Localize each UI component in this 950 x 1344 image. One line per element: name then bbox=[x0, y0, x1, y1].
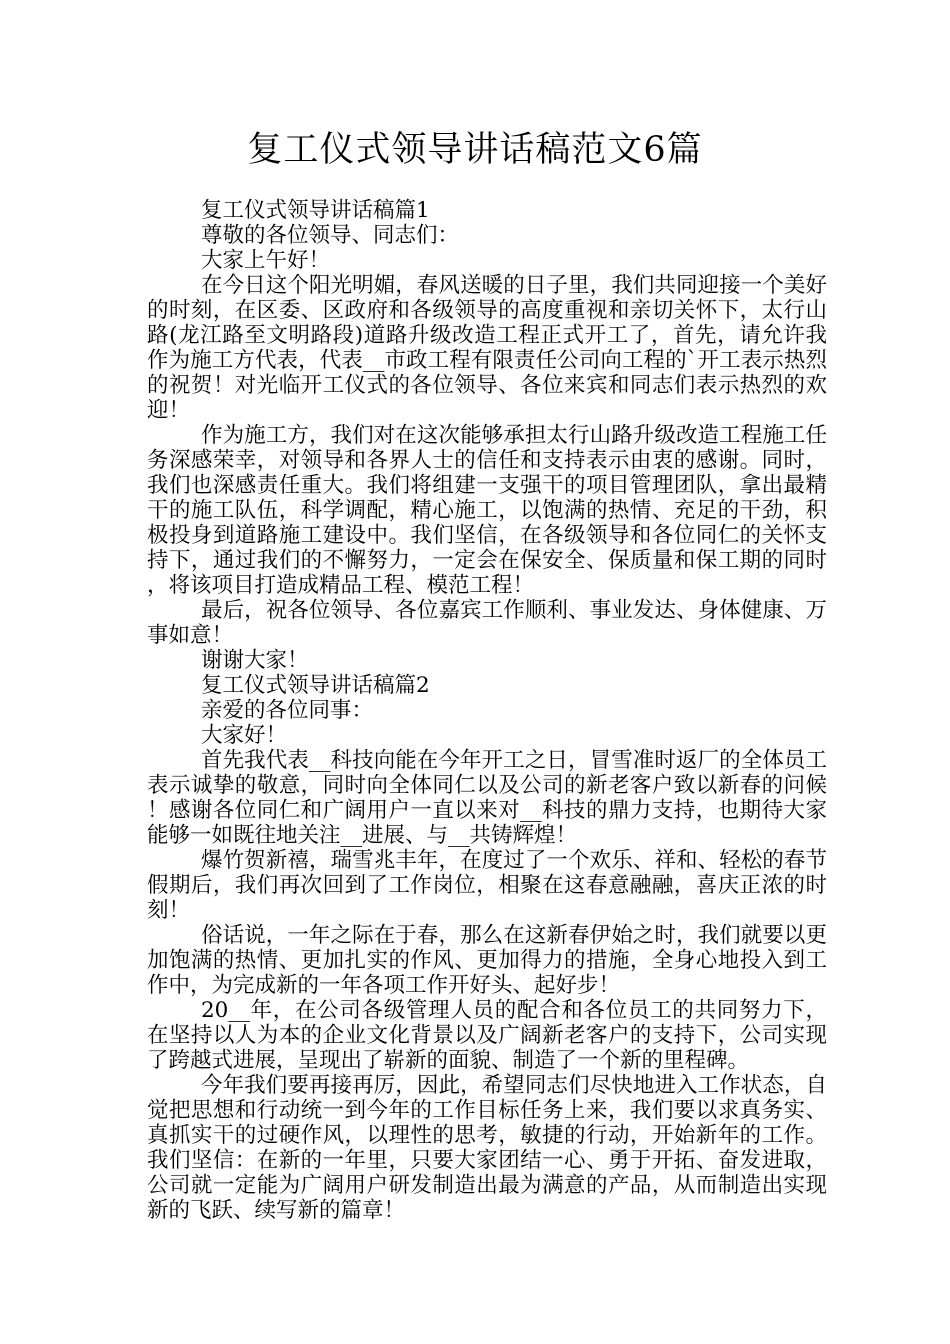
section-heading-2: 复工仪式领导讲话稿篇2 bbox=[201, 673, 430, 698]
document-body bbox=[147, 198, 827, 1223]
body-paragraph: 在今日这个阳光明媚，春风送暖的日子里，我们共同迎接一个美好的时刻，在区委、区政府和各级领导的高度重视和亲切关怀下，太行山路(龙江路至文明路段)道路升级改造工程正式开工了，首先，请允许我作为施工方代表，代表__市政工程有限责任公司向工程的`开工表示热烈的祝贺！对光临开工仪式的各位领导、各位来宾和同志们表示热烈的欢迎！ bbox=[147, 273, 827, 423]
body-paragraph: 作为施工方，我们对在这次能够承担太行山路升级改造工程施工任务深感荣幸，对领导和各界人士的信任和支持表示由衷的感谢。同时，我们也深感责任重大。我们将组建一支强干的项目管理团队，拿出最精干的施工队伍，科学调配，精心施工，以饱满的热情、充足的干劲，积极投身到道路施工建设中。我们坚信，在各级领导和各位同仁的关怀支持下，通过我们的不懈努力，一定会在保安全、保质量和保工期的同时，将该项目打造成精品工程、模范工程！ bbox=[147, 423, 827, 598]
section-heading-1: 复工仪式领导讲话稿篇1 bbox=[201, 198, 430, 223]
greeting: 大家上午好！ bbox=[201, 248, 331, 273]
body-paragraph: 最后，祝各位领导、各位嘉宾工作顺利、事业发达、身体健康、万事如意！ bbox=[147, 598, 827, 648]
body-paragraph: 俗话说，一年之际在于春，那么在这新春伊始之时，我们就要以更加饱满的热情、更加扎实的作风、更加得力的措施，全身心地投入到工作中，为完成新的一年各项工作开好头、起好步！ bbox=[147, 923, 827, 998]
salutation: 尊敬的各位领导、同志们： bbox=[201, 223, 460, 248]
closing-line: 谢谢大家！ bbox=[201, 648, 309, 673]
salutation: 亲爱的各位同事： bbox=[201, 698, 374, 723]
body-paragraph: 首先我代表__科技向能在今年开工之日，冒雪准时返厂的全体员工表示诚挚的敬意，同时向全体同仁以及公司的新老客户致以新春的问候！感谢各位同仁和广阔用户一直以来对__科技的鼎力支持，也期待大家能够一如既往地关注__进展、与__共铸辉煌！ bbox=[147, 748, 827, 848]
document-title: 复工仪式领导讲话稿范文6篇 bbox=[247, 130, 703, 170]
greeting: 大家好！ bbox=[201, 723, 288, 748]
body-paragraph: 今年我们要再接再厉，因此，希望同志们尽快地进入工作状态，自觉把思想和行动统一到今年的工作目标任务上来，我们要以求真务实、真抓实干的过硬作风，以理性的思考，敏捷的行动，开始新年的工作。我们坚信：在新的一年里，只要大家团结一心、勇于开拓、奋发进取，公司就一定能为广阔用户研发制造出最为满意的产品，从而制造出实现新的飞跃、续写新的篇章！ bbox=[147, 1073, 827, 1223]
body-paragraph: 20__年，在公司各级管理人员的配合和各位员工的共同努力下，在坚持以人为本的企业文化背景以及广阔新老客户的支持下，公司实现了跨越式进展，呈现出了崭新的面貌、制造了一个新的里程碑。 bbox=[147, 998, 827, 1073]
body-paragraph: 爆竹贺新禧，瑞雪兆丰年，在度过了一个欢乐、祥和、轻松的春节假期后，我们再次回到了工作岗位，相聚在这春意融融，喜庆正浓的时刻！ bbox=[147, 848, 827, 923]
